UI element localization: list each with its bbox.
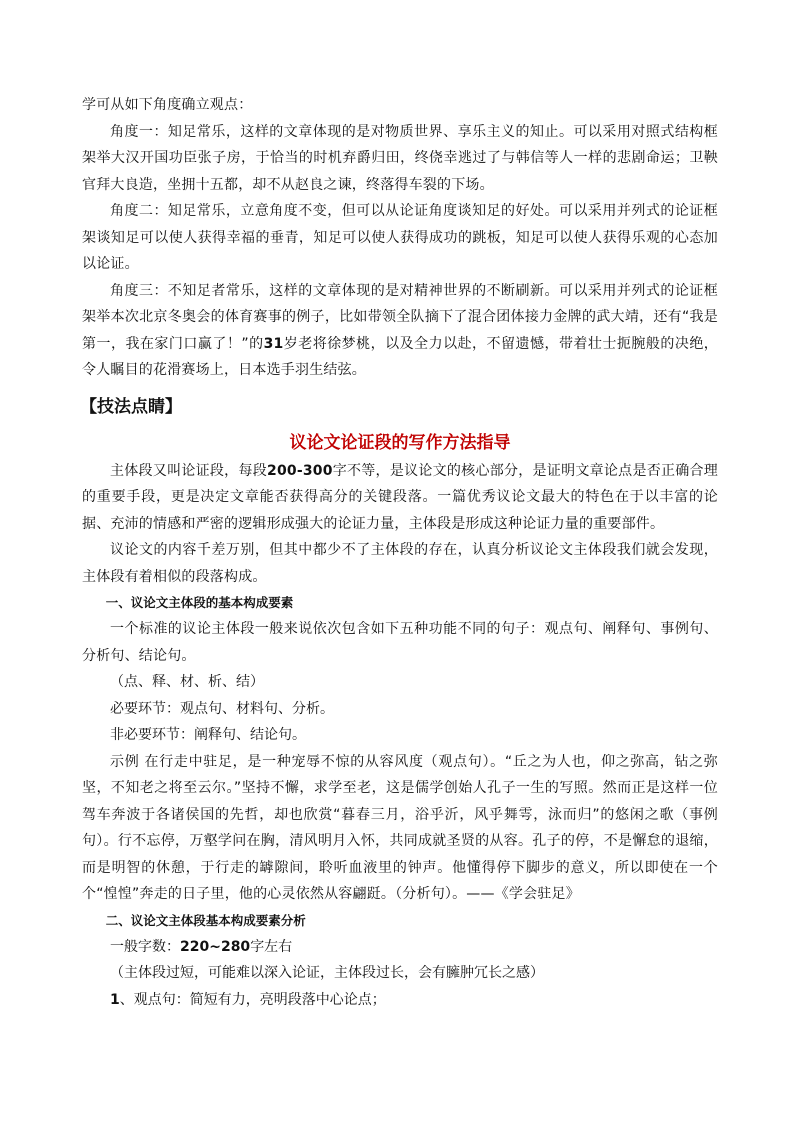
main-paragraph-1-number: 200-300 [267, 462, 333, 479]
viewpoint-number: 1 [110, 991, 120, 1008]
word-count-unit: 字左右 [250, 938, 293, 955]
word-count-label: 一般字数： [110, 938, 180, 955]
section-heading: 【技法点睛】 [80, 396, 182, 417]
viewpoint-sentence-line [82, 987, 718, 1014]
subheading-element-analysis: 二、议论文主体段基本构成要素分析 [105, 912, 306, 928]
subheading-basic-elements: 一、议论文主体段的基本构成要素 [105, 595, 294, 610]
word-count-number: 220~280 [180, 938, 251, 955]
angle-three-number: 31 [263, 335, 284, 352]
main-paragraph-1 [82, 458, 718, 538]
five-sentence-types-paragraph: 一个标准的议论主体段一般来说依次包含如下五种功能不同的句子：观点句、阐释句、事例句、分析句、结论句。 [82, 621, 718, 664]
document-body [82, 92, 718, 1013]
optional-steps-line: 非必要环节：阐释句、结论句。 [110, 727, 306, 743]
intro-line: 学可从如下角度确立观点： [82, 97, 253, 113]
angle-one-paragraph: 角度一：知足常乐，这样的文章体现的是对物质世界、享乐主义的知止。可以采用对照式结构框架举大汉开国功臣张子房，于恰当的时机弃爵归田，终侥幸逃过了与韩信等人一样的悲剧命运；卫鞅官拜大良造，坐拥十五都，却不从赵良之谏，终落得车裂的下场。 [82, 123, 718, 193]
necessary-steps-line: 必要环节：观点句、材料句、分析。 [110, 700, 334, 717]
example-paragraph: 示例 在行走中驻足，是一种宠辱不惊的从容风度（观点句）。“丘之为人也，仰之弥高，钻之弥坚，不知老之将至云尔。”坚持不懈，求学至老，这是儒学创始人孔子一生的写照。然而正是这样一位驾车奔波于各诸侯国的先哲，却也欣赏“暮春三月，浴乎沂，风乎舞雩，泳而归”的悠闲之歌（事例句）。行不忘停，万壑学问在胸，清风明月入怀，共同成就圣贤的从容。孔子的停，不是懈怠的退缩，而是明智的休憩，于行走的罅隙间，聆听血液里的钟声。他懂得停下脚步的意义，所以即使在一个个“惶惶”奔走的日子里，他的心灵依然从容翩跹。（分析句）。——《学会驻足》 [82, 753, 718, 902]
main-paragraph-1-text-a: 主体段又叫论证段，每段 [110, 462, 267, 479]
main-paragraph-1-text-b: 字不等，是议论文的核心部分，是证明文章论点是否正确合理的重要手段，更是决定文章能否获得高分的关键段落。一篇优秀议论文最大的特色在于以丰富的论据、充沛的情感和严密的逻辑形成强大的论证力量，主体段是形成这种论证力量的重要部件。 [82, 462, 719, 532]
angle-three-text-a: 角度三：不知足者常乐，这样的文章体现的是对精神世界的不断刷新。可以采用并列式的论证框架举本次北京冬奥会的体育赛事的例子，比如带领全队摘下了混合团体接力金牌的武大靖，还有“我是第一，我在家门口赢了！”的 [82, 282, 718, 352]
angle-two-paragraph: 角度二：知足常乐，立意角度不变，但可以从论证角度谈知足的好处。可以采用并列式的论证框架谈知足可以使人获得幸福的垂青，知足可以使人获得成功的跳板，知足可以使人获得乐观的心态加以论证。 [82, 203, 718, 272]
word-count-line [82, 934, 718, 961]
viewpoint-text: 、观点句：简短有力，亮明段落中心论点； [119, 991, 386, 1008]
angle-three-paragraph [82, 278, 718, 384]
main-paragraph-2: 议论文的内容千差万别，但其中都少不了主体段的存在，认真分析议论文主体段我们就会发现，主体段有着相似的段落构成。 [82, 542, 718, 585]
red-title: 议论文论证段的写作方法指导 [289, 432, 511, 453]
length-note-line: （主体段过短，可能难以深入论证，主体段过长，会有臃肿冗长之感） [110, 965, 544, 981]
abbrev-line: （点、释、材、析、结） [110, 674, 264, 690]
angle-three-text-b: 岁老将徐梦桃，以及全力以赴，不留遗憾，带着壮士扼腕般的决绝，令人瞩目的花滑赛场上，日本选手羽生结弦。 [82, 335, 718, 378]
